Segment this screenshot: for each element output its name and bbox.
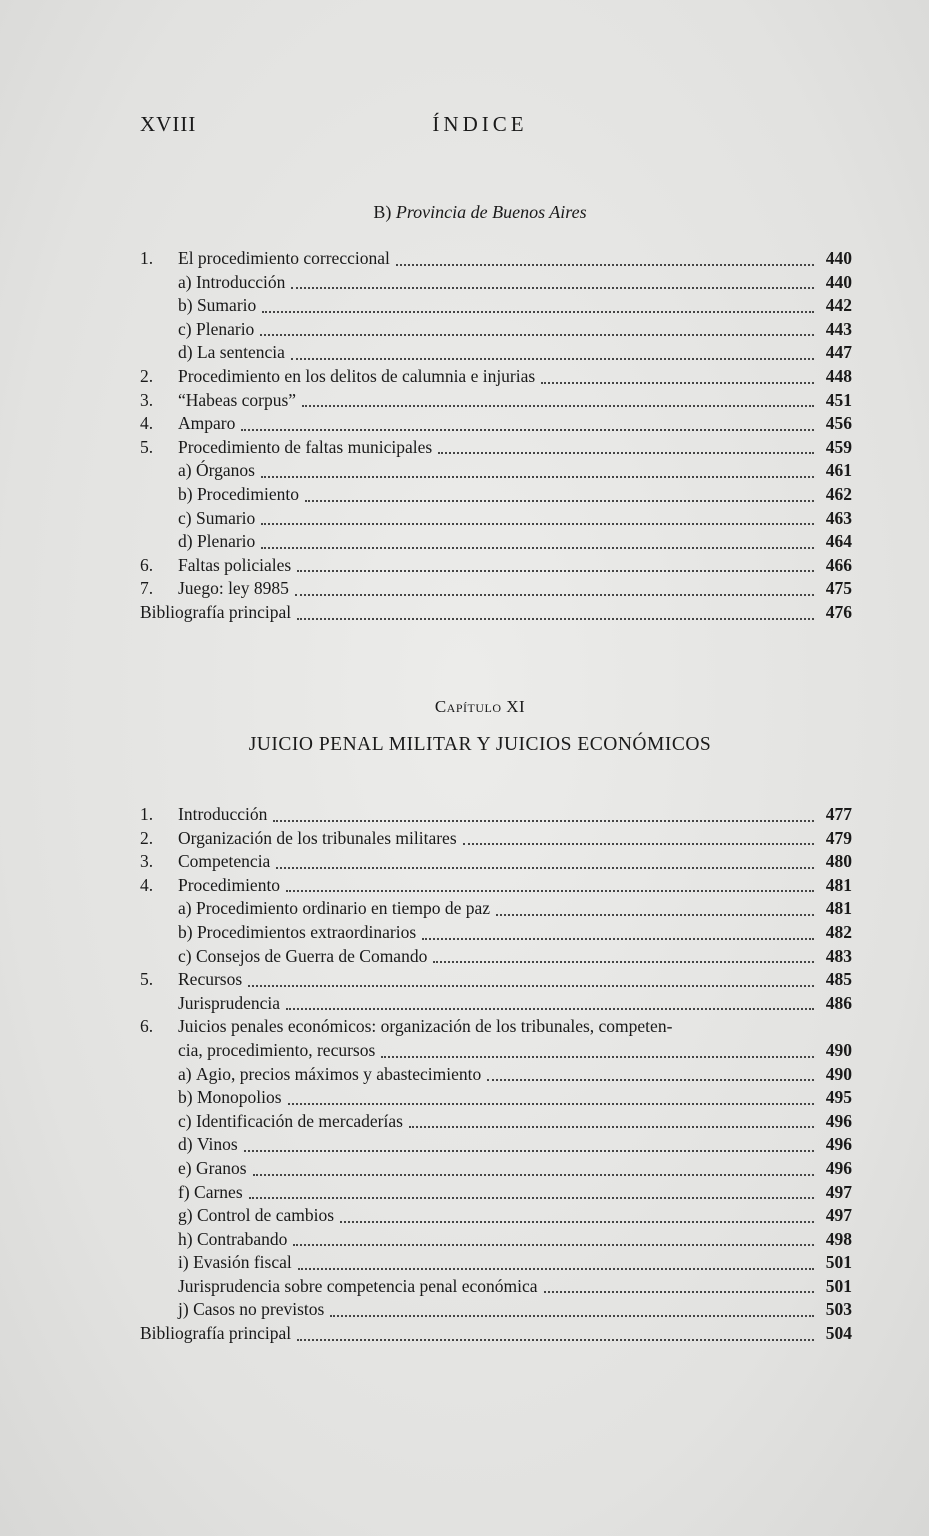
- leader-dots: [288, 1103, 814, 1105]
- entry-label: Agio, precios máximos y abastecimiento: [195, 1063, 482, 1084]
- leader-dots: [302, 405, 814, 407]
- toc-chapter-xi: [140, 803, 852, 1346]
- leader-dots: [249, 1197, 814, 1199]
- toc-entry: [140, 1086, 852, 1110]
- entry-page: 442: [825, 295, 852, 316]
- entry-page: 477: [825, 804, 852, 824]
- toc-entry: [140, 601, 852, 625]
- entry-label: Procedimiento en los delitos de calumnia e injurias: [178, 365, 536, 386]
- toc-entry: [140, 1298, 852, 1322]
- entry-page: 481: [825, 898, 852, 919]
- toc-entry: [140, 1110, 852, 1134]
- entry-label: Bibliografía principal: [140, 1323, 292, 1344]
- entry-page: 481: [825, 874, 852, 895]
- toc-entry: [140, 921, 852, 945]
- leader-dots: [260, 334, 814, 336]
- leader-dots: [463, 843, 814, 845]
- leader-dots: [261, 523, 814, 525]
- entry-subletter: i): [178, 1252, 194, 1273]
- entry-number: 2.: [140, 365, 154, 386]
- entry-label: Procedimiento de faltas municipales: [178, 436, 433, 457]
- entry-page: 463: [825, 507, 852, 528]
- entry-subletter: b): [178, 921, 197, 942]
- leader-dots: [286, 890, 814, 892]
- toc-entry-line: [140, 1015, 852, 1039]
- entry-label: Control de cambios: [196, 1205, 335, 1226]
- leader-dots: [297, 570, 814, 572]
- leader-dots: [244, 1150, 814, 1152]
- toc-entry: [140, 247, 852, 271]
- entry-page: 447: [825, 342, 852, 363]
- entry-page: 462: [825, 483, 852, 504]
- entry-label: Plenario: [195, 318, 255, 339]
- entry-label: Jurisprudencia: [178, 992, 281, 1013]
- entry-label: Amparo: [178, 413, 236, 434]
- entry-page: 459: [825, 436, 852, 457]
- entry-label: Casos no previstos: [193, 1299, 325, 1320]
- entry-label: Faltas policiales: [178, 554, 292, 575]
- entry-page: 498: [825, 1228, 852, 1249]
- entry-label: Contrabando: [196, 1228, 288, 1249]
- entry-page: 475: [825, 578, 852, 599]
- entry-label: Evasión fiscal: [193, 1252, 292, 1273]
- entry-label: Introducción: [195, 271, 286, 292]
- entry-page: 504: [825, 1323, 852, 1344]
- toc-entry: [140, 318, 852, 342]
- entry-label: Recursos: [178, 969, 243, 990]
- entry-page: 490: [825, 1039, 852, 1060]
- entry-number: 5.: [140, 436, 154, 457]
- toc-entry: [140, 945, 852, 969]
- entry-page: 461: [825, 460, 852, 481]
- leader-dots: [487, 1079, 814, 1081]
- entry-subletter: b): [178, 295, 197, 316]
- entry-label: Identificación de mercaderías: [195, 1110, 403, 1131]
- toc-entry: [140, 1015, 852, 1062]
- entry-page: 466: [825, 554, 852, 575]
- entry-label: Procedimiento: [178, 874, 281, 895]
- entry-subletter: c): [178, 1110, 196, 1131]
- toc-entry: [140, 483, 852, 507]
- leader-dots: [262, 311, 814, 313]
- toc-entry: [140, 1157, 852, 1181]
- entry-subletter: d): [178, 342, 197, 363]
- entry-label: Monopolios: [196, 1087, 282, 1108]
- leader-dots: [381, 1056, 814, 1058]
- entry-label: Bibliografía principal: [140, 601, 292, 622]
- section-name: Provincia de Buenos Aires: [395, 202, 587, 222]
- entry-page: 496: [825, 1157, 852, 1178]
- entry-subletter: a): [178, 898, 196, 919]
- entry-number: 4.: [140, 413, 154, 434]
- entry-number: 4.: [140, 874, 154, 895]
- chapter-title: JUICIO PENAL MILITAR Y JUICIOS ECONÓMICOS: [248, 734, 712, 755]
- page-folio: XVIII: [140, 112, 197, 136]
- entry-label: Sumario: [196, 295, 257, 316]
- entry-subletter: e): [178, 1157, 196, 1178]
- entry-label: Procedimiento: [196, 483, 300, 504]
- leader-dots: [438, 452, 814, 454]
- toc-entry: [140, 389, 852, 413]
- leader-dots: [291, 358, 814, 360]
- page-title: ÍNDICE: [432, 112, 528, 136]
- entry-label: Procedimientos extraordinarios: [196, 921, 417, 942]
- leader-dots: [496, 914, 814, 916]
- toc-entry: [140, 554, 852, 578]
- leader-dots: [298, 1268, 814, 1270]
- entry-page: 464: [825, 531, 852, 552]
- entry-label: El procedimiento correccional: [178, 248, 390, 268]
- toc-entry: [140, 1063, 852, 1087]
- leader-dots: [330, 1315, 814, 1317]
- entry-subletter: c): [178, 945, 196, 966]
- entry-page: 456: [825, 413, 852, 434]
- entry-page: 486: [825, 992, 852, 1013]
- leader-dots: [248, 985, 814, 987]
- entry-subletter: f): [178, 1181, 195, 1202]
- entry-label: Procedimiento ordinario en tiempo de paz: [195, 898, 490, 919]
- leader-dots: [396, 264, 814, 266]
- toc-entry: [140, 459, 852, 483]
- entry-number: 2.: [140, 827, 154, 848]
- entry-label: Plenario: [196, 531, 256, 552]
- entry-number: 5.: [140, 969, 154, 990]
- toc-entry: [140, 1322, 852, 1346]
- entry-page: 440: [825, 248, 852, 268]
- leader-dots: [305, 500, 814, 502]
- entry-subletter: a): [178, 271, 196, 292]
- toc-entry: [140, 294, 852, 318]
- entry-subletter: b): [178, 483, 197, 504]
- entry-label: Organización de los tribunales militares: [178, 827, 457, 848]
- leader-dots: [291, 287, 814, 289]
- toc-entry: [140, 992, 852, 1016]
- running-head: [140, 112, 820, 142]
- leader-dots: [261, 476, 814, 478]
- entry-page: 480: [825, 851, 852, 872]
- toc-entry: [140, 1204, 852, 1228]
- section-letter: B): [373, 202, 392, 222]
- entry-label: Competencia: [178, 851, 271, 872]
- section-heading: [140, 202, 820, 223]
- toc-entry: [140, 577, 852, 601]
- entry-number: 1.: [140, 248, 154, 268]
- entry-subletter: h): [178, 1228, 197, 1249]
- leader-dots: [295, 594, 814, 596]
- entry-page: 440: [825, 271, 852, 292]
- toc-section-b: [140, 247, 852, 625]
- toc-entry: [140, 827, 852, 851]
- entry-page: 485: [825, 969, 852, 990]
- entry-subletter: a): [178, 1063, 196, 1084]
- toc-entry: [140, 412, 852, 436]
- leader-dots: [422, 938, 814, 940]
- entry-page: 443: [825, 318, 852, 339]
- entry-subletter: g): [178, 1205, 197, 1226]
- entry-page: 496: [825, 1134, 852, 1155]
- entry-label: “Habeas corpus”: [178, 389, 297, 410]
- entry-label: Sumario: [195, 507, 256, 528]
- toc-entry: [140, 271, 852, 295]
- toc-entry: [140, 803, 852, 827]
- entry-page: 503: [825, 1299, 852, 1320]
- entry-page: 495: [825, 1087, 852, 1108]
- entry-label: Juicios penales económicos: organización de los tribunales, competen-: [178, 1016, 673, 1037]
- toc-entry: [140, 874, 852, 898]
- entry-label: Jurisprudencia sobre competencia penal económica: [178, 1275, 538, 1296]
- leader-dots: [241, 429, 814, 431]
- entry-page: 497: [825, 1181, 852, 1202]
- toc-entry: [140, 850, 852, 874]
- entry-page: 497: [825, 1205, 852, 1226]
- entry-label: Juego: ley 8985: [178, 578, 289, 599]
- toc-entry: [140, 436, 852, 460]
- toc-entry-line: [140, 1039, 852, 1063]
- toc-entry: [140, 341, 852, 365]
- toc-entry: [140, 507, 852, 531]
- entry-label: Introducción: [178, 804, 268, 824]
- entry-subletter: c): [178, 318, 196, 339]
- leader-dots: [297, 618, 814, 620]
- leader-dots: [286, 1008, 814, 1010]
- entry-number: 7.: [140, 578, 154, 599]
- entry-page: 496: [825, 1110, 852, 1131]
- entry-page: 479: [825, 827, 852, 848]
- entry-label: Consejos de Guerra de Comando: [195, 945, 428, 966]
- entry-label-cont: cia, procedimiento, recursos: [178, 1039, 376, 1060]
- leader-dots: [276, 867, 814, 869]
- leader-dots: [253, 1174, 814, 1176]
- toc-entry: [140, 1251, 852, 1275]
- chapter-label: Capítulo XI: [434, 697, 526, 716]
- entry-page: 448: [825, 365, 852, 386]
- entry-label: Órganos: [195, 460, 255, 481]
- entry-label: Carnes: [194, 1181, 243, 1202]
- entry-page: 483: [825, 945, 852, 966]
- leader-dots: [544, 1291, 814, 1293]
- entry-label: Vinos: [196, 1134, 238, 1155]
- entry-subletter: d): [178, 1134, 197, 1155]
- entry-number: 3.: [140, 851, 154, 872]
- entry-label: La sentencia: [196, 342, 285, 363]
- entry-page: 501: [825, 1252, 852, 1273]
- entry-label: Granos: [195, 1157, 247, 1178]
- toc-entry: [140, 1228, 852, 1252]
- toc-entry: [140, 968, 852, 992]
- toc-entry: [140, 897, 852, 921]
- entry-subletter: c): [178, 507, 196, 528]
- entry-subletter: d): [178, 531, 197, 552]
- entry-number: 6.: [140, 1016, 154, 1037]
- leader-dots: [541, 382, 814, 384]
- entry-page: 482: [825, 921, 852, 942]
- entry-number: 1.: [140, 804, 154, 824]
- entry-page: 451: [825, 389, 852, 410]
- entry-subletter: j): [178, 1299, 194, 1320]
- entry-page: 501: [825, 1275, 852, 1296]
- entry-number: 3.: [140, 389, 154, 410]
- toc-entry: [140, 1133, 852, 1157]
- toc-entry: [140, 1275, 852, 1299]
- leader-dots: [409, 1126, 814, 1128]
- entry-page: 490: [825, 1063, 852, 1084]
- leader-dots: [273, 820, 814, 822]
- leader-dots: [433, 961, 814, 963]
- leader-dots: [261, 547, 814, 549]
- toc-entry: [140, 1181, 852, 1205]
- leader-dots: [293, 1244, 814, 1246]
- toc-entry: [140, 365, 852, 389]
- entry-subletter: b): [178, 1087, 197, 1108]
- leader-dots: [297, 1339, 814, 1341]
- entry-subletter: a): [178, 460, 196, 481]
- entry-number: 6.: [140, 554, 154, 575]
- leader-dots: [340, 1221, 814, 1223]
- toc-entry: [140, 530, 852, 554]
- entry-page: 476: [825, 601, 852, 622]
